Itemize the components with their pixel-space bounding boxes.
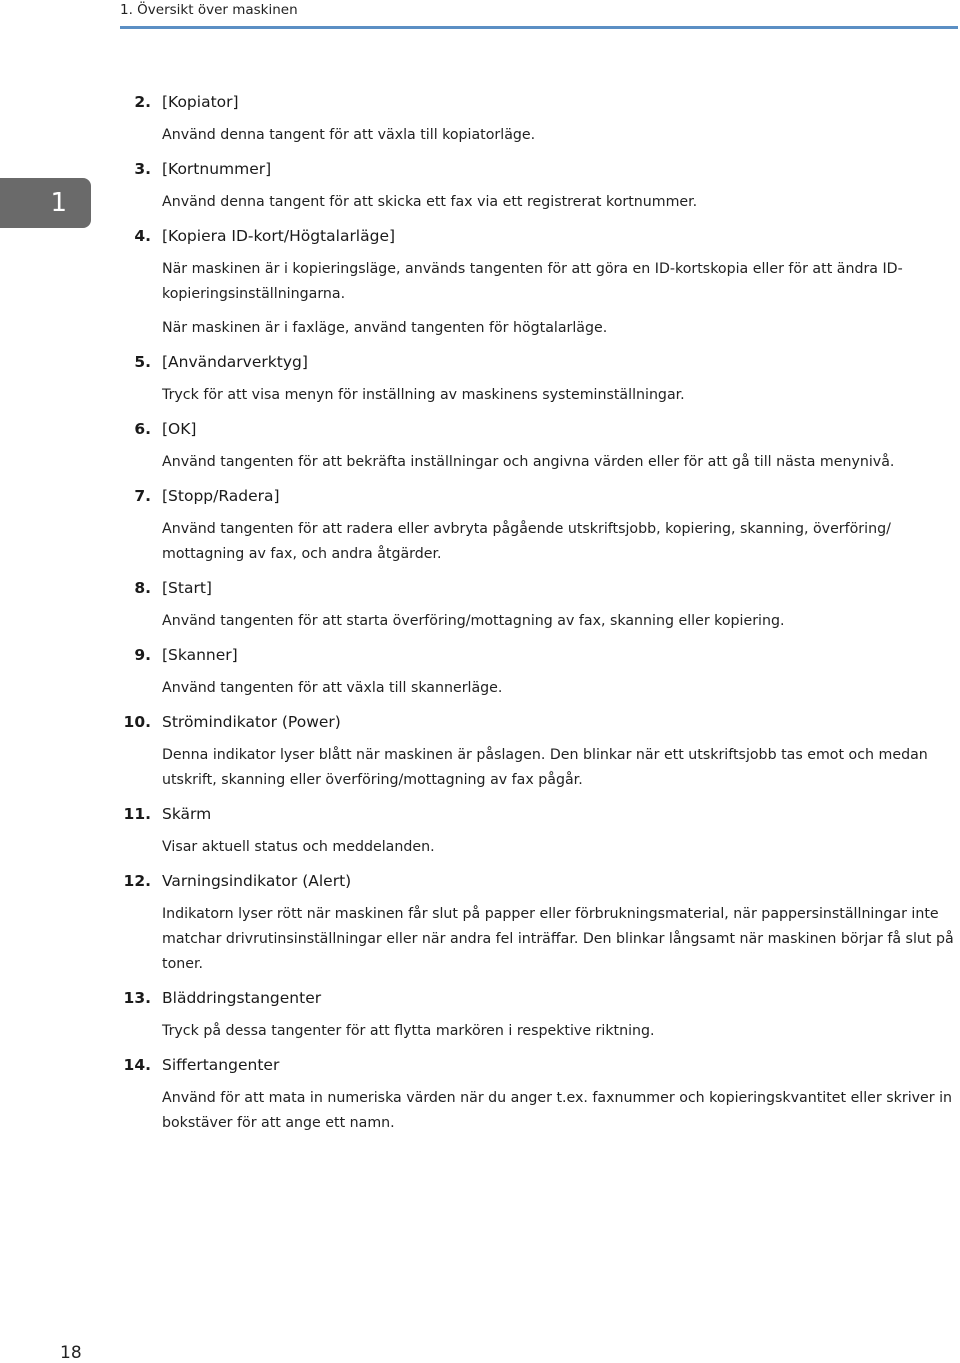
- item-description: När maskinen är i kopieringsläge, används tangenten för att göra en ID-kortskopia eller för att ändra ID-kopieringsinställningarna.: [162, 261, 903, 302]
- item-title: Strömindikator (Power): [162, 713, 341, 731]
- list-item: [120, 90, 960, 148]
- item-title: [Kortnummer]: [162, 160, 272, 178]
- item-number: 10.: [123, 713, 151, 731]
- list-item: [120, 224, 960, 341]
- item-heading: [123, 802, 960, 826]
- item-number: 14.: [123, 1056, 151, 1074]
- item-number: 6.: [134, 420, 151, 438]
- chapter-tab: 1: [0, 178, 91, 228]
- item-heading: [134, 224, 960, 248]
- item-description: Använd tangenten för att växla till skannerläge.: [162, 680, 503, 696]
- item-title: Skärm: [162, 805, 212, 823]
- item-title: [Kopiator]: [162, 93, 239, 111]
- item-description: Använd tangenten för att starta överföring/mottagning av fax, skanning eller kopiering.: [162, 613, 785, 629]
- item-description: Använd tangenten för att radera eller avbryta pågående utskriftsjobb, kopiering, skanning, överföring/ mottagning av fax, och andra åtgärder.: [162, 521, 891, 562]
- item-title: Bläddringstangenter: [162, 989, 322, 1007]
- item-heading: [134, 643, 960, 667]
- list-item: [120, 643, 960, 701]
- item-number: 2.: [134, 93, 151, 111]
- list-item: [120, 1053, 960, 1136]
- item-title: [Stopp/Radera]: [162, 487, 280, 505]
- running-header-title: 1. Översikt över maskinen: [120, 2, 298, 18]
- item-description: Visar aktuell status och meddelanden.: [162, 839, 435, 855]
- item-description: Denna indikator lyser blått när maskinen är påslagen. Den blinkar när ett utskriftsjobb tas emot och medan utskrift, skanning eller överföring/mottagning av fax pågår.: [162, 747, 928, 788]
- item-number: 3.: [134, 160, 151, 178]
- item-number: 11.: [123, 805, 151, 823]
- item-heading: [123, 1053, 960, 1077]
- item-heading: [134, 90, 960, 114]
- item-heading: [123, 986, 960, 1010]
- list-item: [120, 869, 960, 977]
- item-title: Siffertangenter: [162, 1056, 280, 1074]
- item-description: Använd tangenten för att bekräfta inställningar och angivna värden eller för att gå till nästa menynivå.: [162, 454, 895, 470]
- item-title: [OK]: [162, 420, 197, 438]
- list-item: [120, 157, 960, 215]
- item-number: 7.: [134, 487, 151, 505]
- item-heading: [134, 576, 960, 600]
- item-title: [Kopiera ID-kort/Högtalarläge]: [162, 227, 396, 245]
- item-number: 9.: [134, 646, 151, 664]
- list-item: [120, 350, 960, 408]
- item-description: Tryck på dessa tangenter för att flytta markören i respektive riktning.: [162, 1023, 655, 1039]
- item-description: Tryck för att visa menyn för inställning av maskinens systeminställningar.: [162, 387, 685, 403]
- item-title: [Skanner]: [162, 646, 238, 664]
- item-number: 5.: [134, 353, 151, 371]
- item-title: [Användarverktyg]: [162, 353, 308, 371]
- list-item: [120, 710, 960, 793]
- item-title: Varningsindikator (Alert): [162, 872, 352, 890]
- item-title: [Start]: [162, 579, 212, 597]
- list-item: [120, 986, 960, 1044]
- list-item: [120, 484, 960, 567]
- key-description-list: [120, 90, 960, 1145]
- item-heading: [123, 710, 960, 734]
- item-description: Använd denna tangent för att växla till kopiatorläge.: [162, 127, 536, 143]
- page-number: 18: [60, 1343, 82, 1363]
- item-number: 4.: [134, 227, 151, 245]
- list-item: [120, 417, 960, 475]
- item-heading: [134, 157, 960, 181]
- item-description: Indikatorn lyser rött när maskinen får slut på papper eller förbrukningsmaterial, när pappersinställningar inte matchar drivrutinsinställningar eller när andra fel inträffar. Den blinkar långsamt när maskinen börjar få slut på toner.: [162, 906, 954, 972]
- item-heading: [134, 350, 960, 374]
- item-number: 13.: [123, 989, 151, 1007]
- item-number: 12.: [123, 872, 151, 890]
- item-heading: [134, 417, 960, 441]
- item-description: När maskinen är i faxläge, använd tangenten för högtalarläge.: [162, 320, 608, 336]
- list-item: [120, 802, 960, 860]
- item-description: Använd denna tangent för att skicka ett fax via ett registrerat kortnummer.: [162, 194, 698, 210]
- header-rule: [120, 26, 958, 29]
- list-item: [120, 576, 960, 634]
- item-number: 8.: [134, 579, 151, 597]
- item-heading: [134, 484, 960, 508]
- item-description: Använd för att mata in numeriska värden när du anger t.ex. faxnummer och kopieringskvantitet eller skriver in bokstäver för att ange ett namn.: [162, 1090, 953, 1131]
- item-heading: [123, 869, 960, 893]
